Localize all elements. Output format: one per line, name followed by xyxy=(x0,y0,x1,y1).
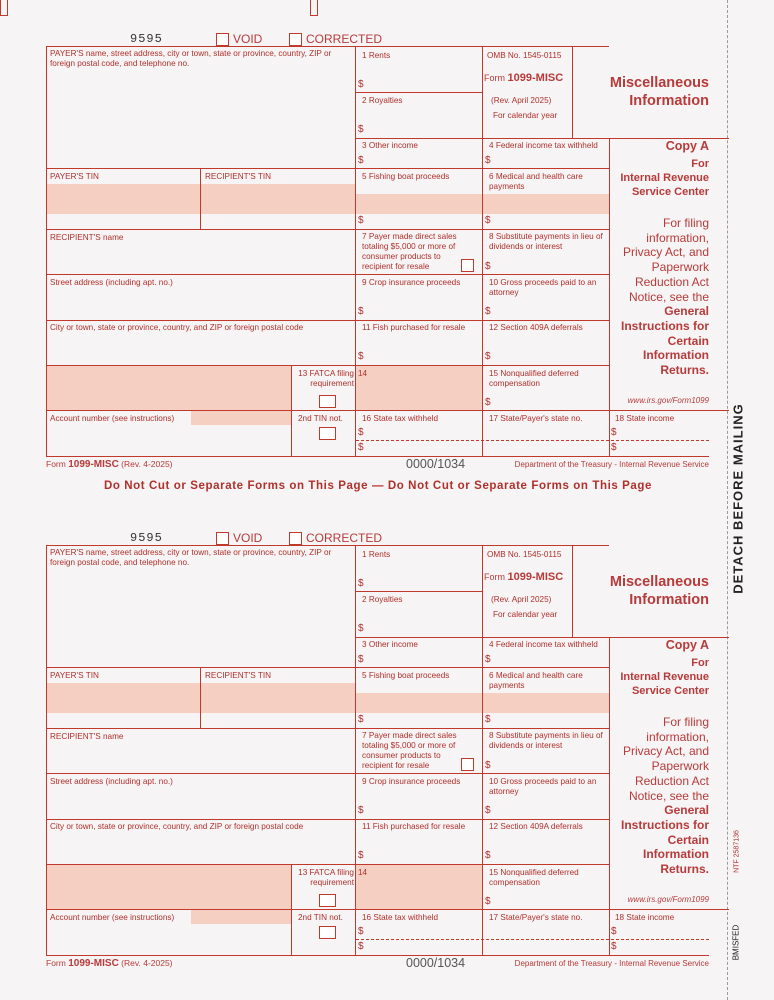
filing-line8: Instructions for xyxy=(620,818,709,832)
box10-label: 10 Gross proceeds paid to an attorney xyxy=(489,278,597,297)
rev-date: (Rev. April 2025) xyxy=(491,595,552,604)
box7-label: 7 Payer made direct sales totaling $5,000 or more of consumer products to recipient for resale xyxy=(362,232,457,271)
form-word: Form xyxy=(484,572,505,582)
footer-form xyxy=(46,958,173,969)
account-number-label: Account number (see instructions) xyxy=(50,414,175,423)
account-shade xyxy=(191,910,291,924)
payer-name-label: PAYER'S name, street address, city or town, state or province, country, ZIP or foreign postal code, and telephone no. xyxy=(50,49,332,68)
copy-for: For xyxy=(691,657,709,669)
footer-rev: (Rev. 4-2025) xyxy=(121,958,173,968)
box4-dollar: $ xyxy=(485,155,491,166)
recipient-tin-label: RECIPIENT'S TIN xyxy=(205,172,272,181)
box3-label: 3 Other income xyxy=(362,141,418,150)
street-address-label: Street address (including apt. no.) xyxy=(50,278,173,287)
box18-dollar-a: $ xyxy=(611,926,617,937)
void-label: VOID xyxy=(233,32,263,46)
box9-dollar: $ xyxy=(358,805,364,816)
footer-cat-number: 0000/1034 xyxy=(406,956,466,970)
box1-label: 1 Rents xyxy=(362,51,391,60)
fatca-left-shade xyxy=(46,366,292,411)
box9-dollar: $ xyxy=(358,306,364,317)
second-tin-checkbox[interactable] xyxy=(319,926,336,939)
corrected-label: CORRECTED xyxy=(306,32,383,46)
recipient-name-label: RECIPIENT'S name xyxy=(50,233,124,242)
filing-line3: Privacy Act, and xyxy=(622,744,709,758)
title-miscellaneous: Miscellaneous xyxy=(609,75,709,91)
copy-a: Copy A xyxy=(665,139,709,153)
box16-dollar-a: $ xyxy=(358,926,364,937)
filing-line4: Paperwork xyxy=(651,759,709,773)
filing-line1: For filing xyxy=(662,715,709,729)
box15-label: 15 Nonqualified deferred compensation xyxy=(489,369,579,388)
box3-dollar: $ xyxy=(358,155,364,166)
box12-dollar: $ xyxy=(485,850,491,861)
detach-text: DETACH BEFORE MAILING xyxy=(730,403,746,594)
box4-label: 4 Federal income tax withheld xyxy=(489,141,598,150)
filing-line7: General xyxy=(664,304,709,318)
filing-line8: Instructions for xyxy=(620,319,709,333)
payer-tin-label: PAYER'S TIN xyxy=(50,172,99,181)
box3-label: 3 Other income xyxy=(362,640,418,649)
filing-line11: Returns. xyxy=(660,862,709,876)
box18-label: 18 State income xyxy=(615,414,675,423)
form-number: 1099-MISC xyxy=(507,571,564,583)
box14-shade xyxy=(356,366,482,411)
box6-shade xyxy=(483,194,609,214)
box2-dollar: $ xyxy=(358,623,364,634)
payer-tin-shade xyxy=(46,184,200,214)
box1-label: 1 Rents xyxy=(362,550,391,559)
box16-label: 16 State tax withheld xyxy=(362,913,439,922)
box17-label: 17 State/Payer's state no. xyxy=(489,913,583,922)
second-tin-label: 2nd TIN not. xyxy=(298,414,343,423)
account-number-label: Account number (see instructions) xyxy=(50,913,175,922)
filing-line6: Notice, see the xyxy=(628,789,709,803)
filing-line7: General xyxy=(664,803,709,817)
irs-line2: Service Center xyxy=(631,186,709,198)
box1-dollar: $ xyxy=(358,79,364,90)
box5-shade xyxy=(356,194,482,214)
filing-line5: Reduction Act xyxy=(634,774,709,788)
account-shade xyxy=(191,411,291,425)
box11-dollar: $ xyxy=(358,351,364,362)
box3-dollar: $ xyxy=(358,654,364,665)
fatca-label: 13 FATCA filing requirement xyxy=(298,868,354,887)
box16-dollar-a: $ xyxy=(358,427,364,438)
box8-dollar: $ xyxy=(485,261,491,272)
do-not-cut-notice: Do Not Cut or Separate Forms on This Page — Do Not Cut or Separate Forms on This Page xyxy=(103,480,653,492)
side-code: NTF 2587136 xyxy=(733,830,741,873)
form-1099-misc-2 xyxy=(0,499,730,970)
city-label: City or town, state or province, country, and ZIP or foreign postal code xyxy=(50,323,304,332)
fatca-checkbox[interactable] xyxy=(319,395,336,408)
box2-label: 2 Royalties xyxy=(362,96,403,105)
form-name xyxy=(484,72,563,84)
filing-line4: Paperwork xyxy=(651,260,709,274)
box1-dollar: $ xyxy=(358,578,364,589)
title-miscellaneous: Miscellaneous xyxy=(609,574,709,590)
void-checkbox[interactable] xyxy=(216,33,229,46)
recipient-tin-shade xyxy=(201,683,355,713)
irs-line1: Internal Revenue xyxy=(620,172,709,184)
box16-dollar-b: $ xyxy=(358,941,364,952)
box5-dollar: $ xyxy=(358,714,364,725)
filing-line1: For filing xyxy=(662,216,709,230)
omb-number: OMB No. 1545-0115 xyxy=(487,550,562,559)
box5-dollar: $ xyxy=(358,215,364,226)
filing-line2: information, xyxy=(646,231,709,245)
box14-label: 14 xyxy=(358,868,368,877)
payer-tin-label: PAYER'S TIN xyxy=(50,671,99,680)
box7-checkbox[interactable] xyxy=(461,259,474,272)
box7-label: 7 Payer made direct sales totaling $5,000 or more of consumer products to recipient for resale xyxy=(362,731,457,770)
footer-rev: (Rev. 4-2025) xyxy=(121,459,173,469)
box2-dollar: $ xyxy=(358,124,364,135)
box7-checkbox[interactable] xyxy=(461,758,474,771)
irs-line2: Service Center xyxy=(631,685,709,697)
box8-label: 8 Substitute payments in lieu of dividends or interest xyxy=(489,731,603,750)
title-information: Information xyxy=(629,93,709,109)
box6-dollar: $ xyxy=(485,215,491,226)
filing-line9: Certain xyxy=(667,334,709,348)
corrected-checkbox[interactable] xyxy=(289,33,302,46)
box4-label: 4 Federal income tax withheld xyxy=(489,640,598,649)
form-number: 1099-MISC xyxy=(507,72,564,84)
box10-dollar: $ xyxy=(485,805,491,816)
footer-cat-number: 0000/1034 xyxy=(406,457,466,471)
form-code: 9595 xyxy=(130,32,163,46)
box6-dollar: $ xyxy=(485,714,491,725)
fatca-checkbox[interactable] xyxy=(319,894,336,907)
calendar-year-label: For calendar year xyxy=(493,111,558,120)
box14-label: 14 xyxy=(358,369,368,378)
footer-form-word: Form xyxy=(46,459,66,469)
filing-line5: Reduction Act xyxy=(634,275,709,289)
filing-line6: Notice, see the xyxy=(628,290,709,304)
box8-dollar: $ xyxy=(485,760,491,771)
box18-dollar-a: $ xyxy=(611,427,617,438)
omb-number: OMB No. 1545-0115 xyxy=(487,51,562,60)
box6-label: 6 Medical and health care payments xyxy=(489,172,583,191)
box12-label: 12 Section 409A deferrals xyxy=(489,323,583,332)
copy-for: For xyxy=(691,158,709,170)
box18-label: 18 State income xyxy=(615,913,675,922)
filing-line10: Information xyxy=(643,847,709,861)
box2-label: 2 Royalties xyxy=(362,595,403,604)
box16-label: 16 State tax withheld xyxy=(362,414,439,423)
box5-shade xyxy=(356,693,482,713)
box5-label: 5 Fishing boat proceeds xyxy=(362,671,450,680)
box15-dollar: $ xyxy=(485,896,491,907)
footer-form-word: Form xyxy=(46,958,66,968)
box10-label: 10 Gross proceeds paid to an attorney xyxy=(489,777,597,796)
recipient-name-label: RECIPIENT'S name xyxy=(50,732,124,741)
fatca-left-shade xyxy=(46,865,292,910)
box11-label: 11 Fish purchased for resale xyxy=(362,323,466,332)
box5-label: 5 Fishing boat proceeds xyxy=(362,172,450,181)
box4-dollar: $ xyxy=(485,654,491,665)
box12-label: 12 Section 409A deferrals xyxy=(489,822,583,831)
form-1099-misc-1 xyxy=(0,0,730,471)
city-label: City or town, state or province, country, and ZIP or foreign postal code xyxy=(50,822,304,831)
irs-url: www.irs.gov/Form1099 xyxy=(627,895,709,904)
box12-dollar: $ xyxy=(485,351,491,362)
rev-date: (Rev. April 2025) xyxy=(491,96,552,105)
payer-name-label: PAYER'S name, street address, city or town, state or province, country, ZIP or foreign postal code, and telephone no. xyxy=(50,548,332,567)
box16-dollar-b: $ xyxy=(358,442,364,453)
void-label: VOID xyxy=(233,531,263,545)
box18-dollar-b: $ xyxy=(611,941,617,952)
filing-line11: Returns. xyxy=(660,363,709,377)
box9-label: 9 Crop insurance proceeds xyxy=(362,278,461,287)
irs-url: www.irs.gov/Form1099 xyxy=(627,396,709,405)
street-address-label: Street address (including apt. no.) xyxy=(50,777,173,786)
payer-tin-shade xyxy=(46,683,200,713)
footer-form-number: 1099-MISC xyxy=(68,958,119,969)
box8-label: 8 Substitute payments in lieu of dividends or interest xyxy=(489,232,603,251)
box17-label: 17 State/Payer's state no. xyxy=(489,414,583,423)
box11-label: 11 Fish purchased for resale xyxy=(362,822,466,831)
title-information: Information xyxy=(629,592,709,608)
side-brand: BMISFED xyxy=(731,924,741,961)
footer-form xyxy=(46,459,173,470)
box14-shade xyxy=(356,865,482,910)
box6-label: 6 Medical and health care payments xyxy=(489,671,583,690)
form-code: 9595 xyxy=(130,531,163,545)
filing-line3: Privacy Act, and xyxy=(622,245,709,259)
corrected-checkbox[interactable] xyxy=(289,532,302,545)
box11-dollar: $ xyxy=(358,850,364,861)
filing-line10: Information xyxy=(643,348,709,362)
form-name xyxy=(484,571,563,583)
copy-a: Copy A xyxy=(665,638,709,652)
footer-department: Department of the Treasury - Internal Revenue Service xyxy=(514,959,709,968)
box15-label: 15 Nonqualified deferred compensation xyxy=(489,868,579,887)
box10-dollar: $ xyxy=(485,306,491,317)
calendar-year-label: For calendar year xyxy=(493,610,558,619)
box9-label: 9 Crop insurance proceeds xyxy=(362,777,461,786)
footer-form-number: 1099-MISC xyxy=(68,459,119,470)
second-tin-checkbox[interactable] xyxy=(319,427,336,440)
recipient-tin-shade xyxy=(201,184,355,214)
irs-line1: Internal Revenue xyxy=(620,671,709,683)
filing-line9: Certain xyxy=(667,833,709,847)
recipient-tin-label: RECIPIENT'S TIN xyxy=(205,671,272,680)
form-word: Form xyxy=(484,73,505,83)
second-tin-label: 2nd TIN not. xyxy=(298,913,343,922)
box6-shade xyxy=(483,693,609,713)
box15-dollar: $ xyxy=(485,397,491,408)
box18-dollar-b: $ xyxy=(611,442,617,453)
fatca-label: 13 FATCA filing requirement xyxy=(298,369,354,388)
filing-line2: information, xyxy=(646,730,709,744)
corrected-label: CORRECTED xyxy=(306,531,383,545)
footer-department: Department of the Treasury - Internal Revenue Service xyxy=(514,460,709,469)
void-checkbox[interactable] xyxy=(216,532,229,545)
